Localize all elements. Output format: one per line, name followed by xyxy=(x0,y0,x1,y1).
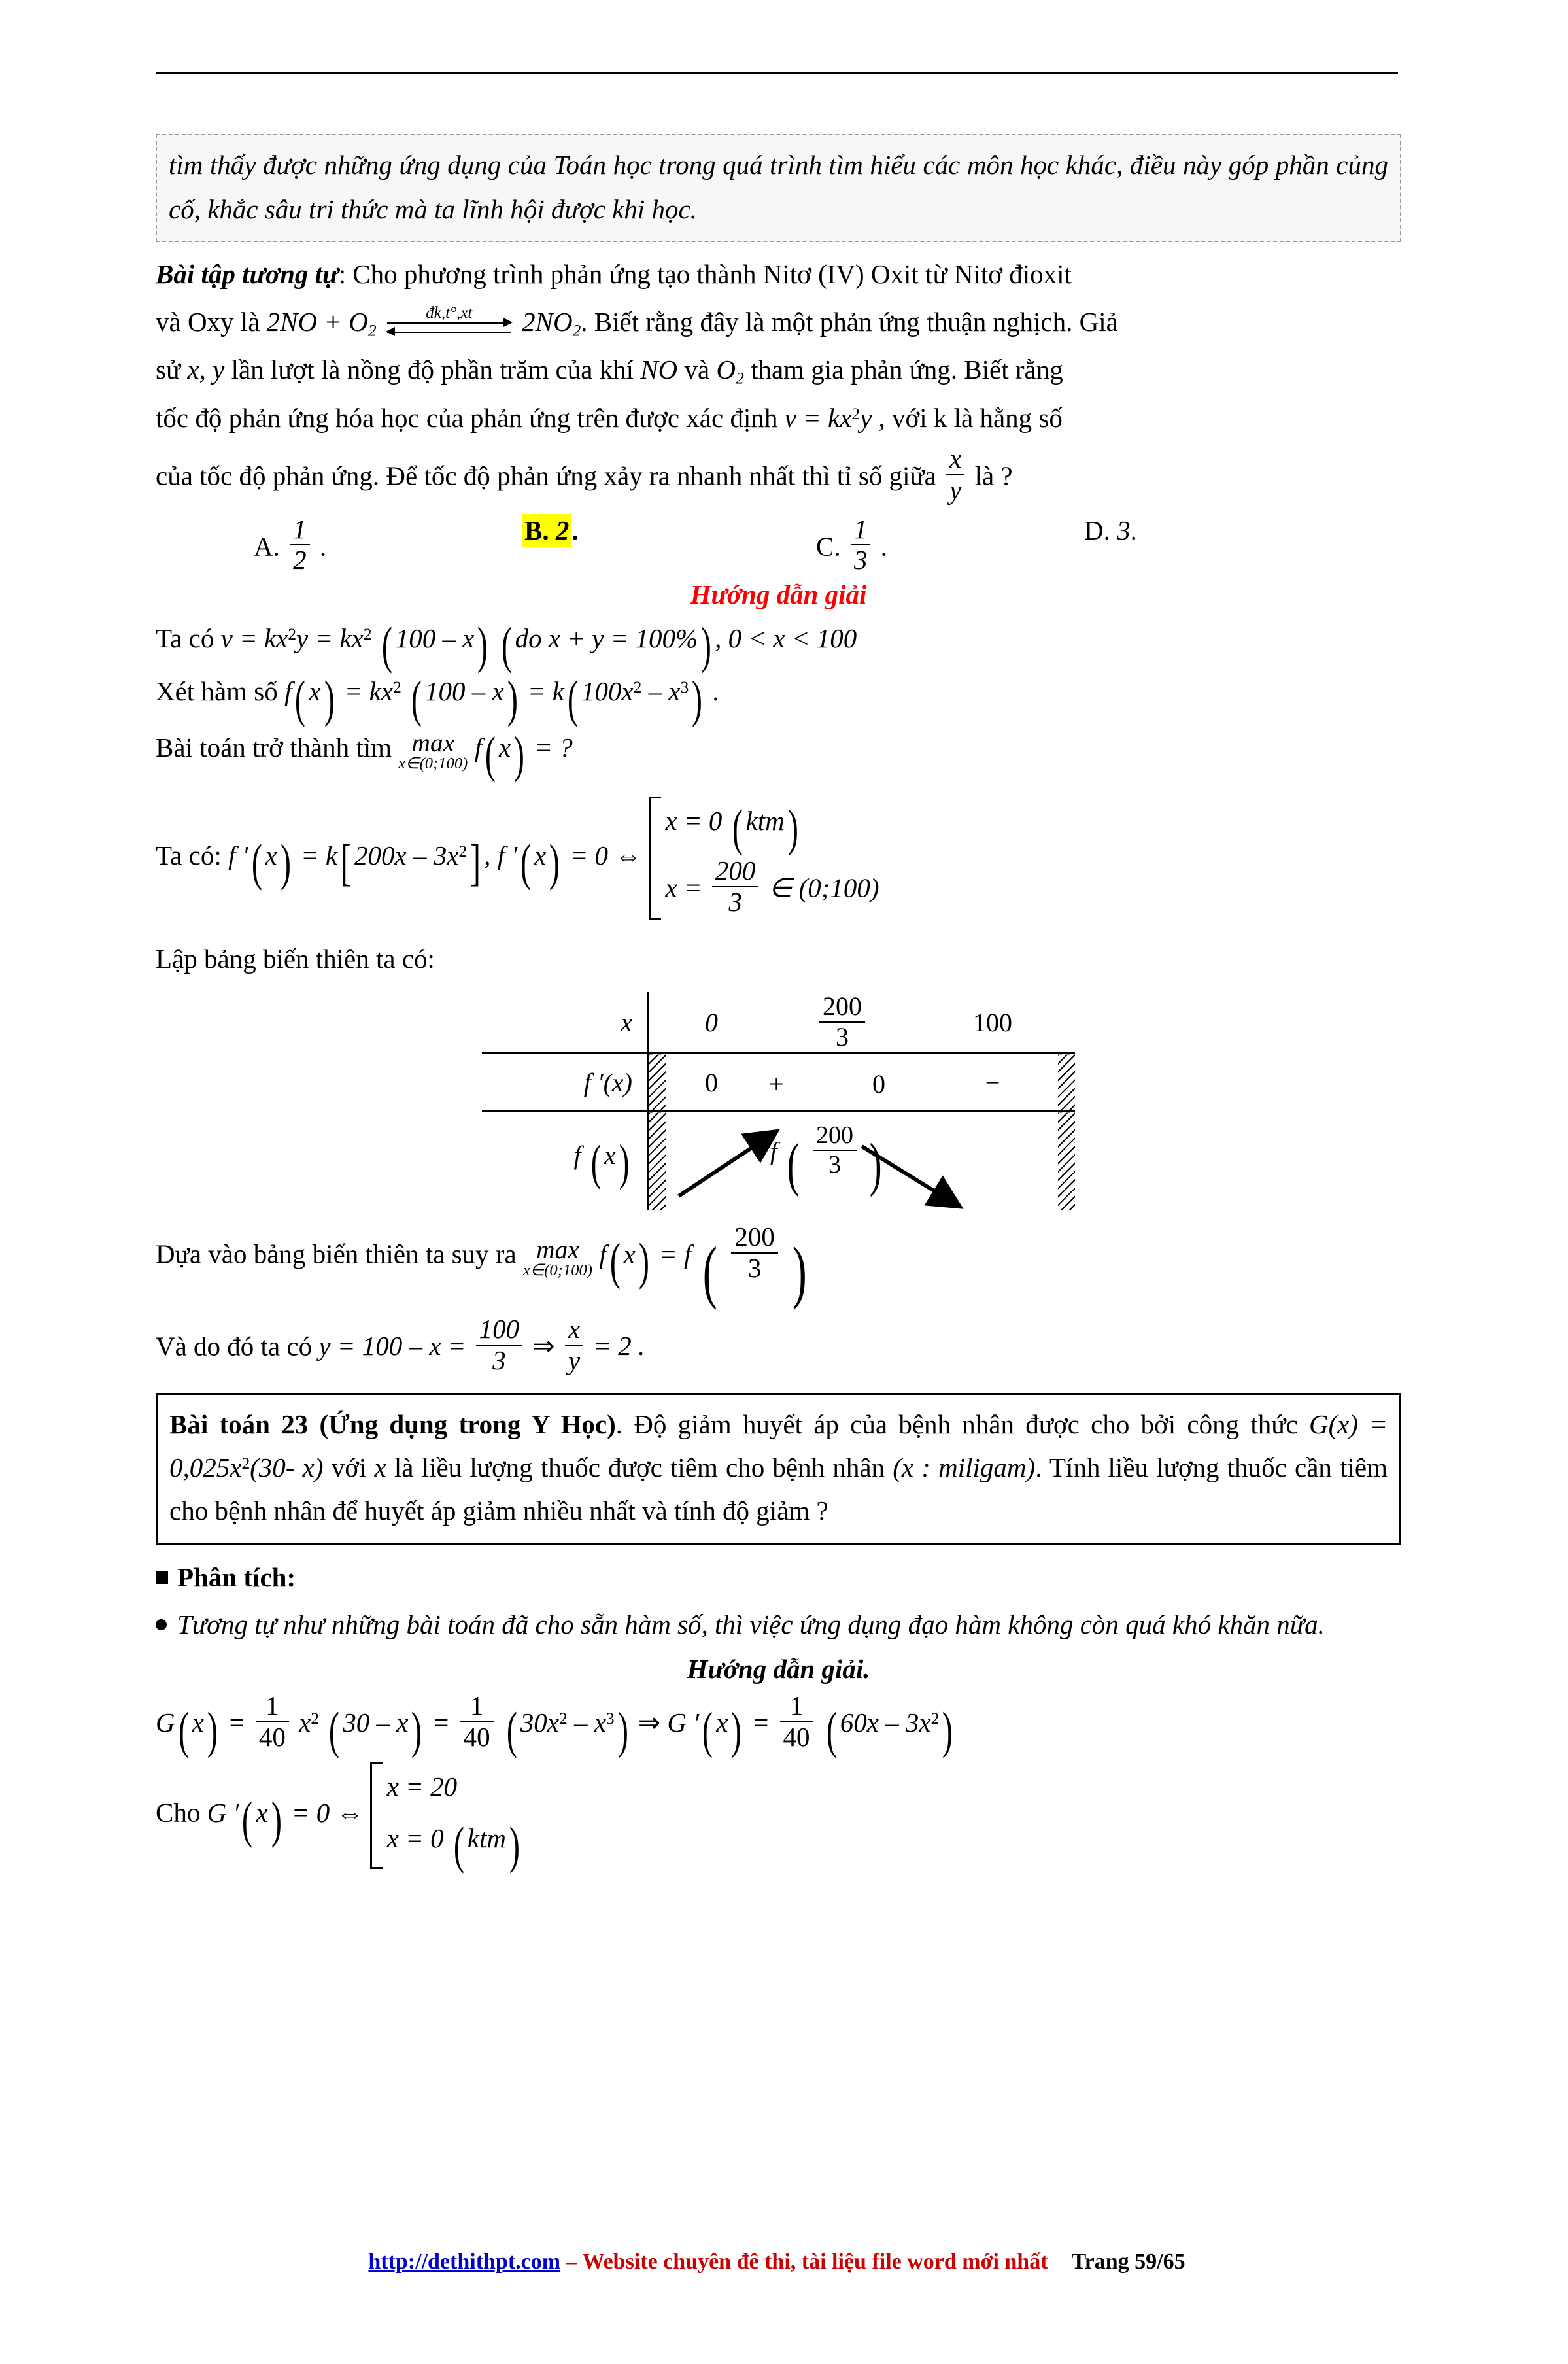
table-row-x xyxy=(482,992,1075,1053)
row-f-peak-value: f ( $\frac{200}{3}$ ) xyxy=(770,1122,883,1198)
row-fprime-label: f ′(x) xyxy=(482,1054,648,1112)
exercise-line1-text: : Cho phương trình phản ứng tạo thành Nitơ (IV) Oxit từ Nitơ đioxit xyxy=(338,259,1072,290)
footer-text: Website chuyên đê thi, tài liệu file word mới nhất xyxy=(582,2250,1048,2274)
exercise-line2-post: . Biết rằng đây là một phản ứng thuận nghịch. Giả xyxy=(581,306,1118,337)
exercise-line3-mid: lần lượt là nồng độ phần trăm của khí xyxy=(231,354,634,385)
exercise-line-1 xyxy=(156,252,1401,296)
case-2: x = $\frac{200}{3}$ ∈ (0;100) xyxy=(665,855,879,917)
problem-23-title: Bài toán 23 (Ứng dụng trong Y Học) xyxy=(169,1409,616,1439)
solution2-cases xyxy=(370,1761,523,1874)
choice-d-value: 3 xyxy=(1117,515,1131,545)
solution-heading-2: Hướng dẫn giải. xyxy=(687,1653,870,1684)
equation-left: $2NO + O_2$ xyxy=(266,306,377,340)
variation-table-wrapper xyxy=(156,992,1401,1210)
problem-23-body-2-post: là liều lượng thuốc được tiêm cho bệnh nhân xyxy=(394,1452,885,1483)
row-x-fraction: $\frac{200}{3}$ xyxy=(819,992,865,1052)
hatch-right-1 xyxy=(1058,1054,1075,1112)
choice-c-key: C. xyxy=(816,531,841,562)
row-fprime-v0: 0 xyxy=(666,1054,757,1112)
solution2-frac-3: $\frac{1}{40}$ xyxy=(780,1691,813,1753)
choice-d-suffix: . xyxy=(1130,515,1137,545)
problem-23-formula: $G(x) = 0,025x^2(30-$ x) xyxy=(169,1409,1388,1483)
hatch-left-2 xyxy=(648,1112,666,1211)
round-bullet-icon xyxy=(156,1619,167,1630)
table-row-fprime xyxy=(482,1054,1075,1112)
analysis-bullet xyxy=(156,1603,1401,1646)
choice-b[interactable] xyxy=(522,515,579,546)
choice-a-suffix: . xyxy=(319,531,327,562)
exercise-line-5 xyxy=(156,444,1401,505)
footer-page-number: Trang 59/65 xyxy=(1071,2250,1185,2274)
solution1-line4: Ta có: f ′( x) = k[ $200x - 3x^2$] , f ′( x) = 0 ⇔ x = 0 ( ktm) x = $\frac{200}{3}$ ∈ (0;100) xyxy=(156,795,1401,921)
case-1: x = 0 ( ktm) xyxy=(665,799,798,856)
choice-b-key: B. xyxy=(524,515,549,545)
solution1-eq1: $v = kx^2y = kx^2$ ( 100 – x) ( do x + y = 100%) , 0 < x < 100 xyxy=(220,617,857,674)
row-f-graph-cell xyxy=(666,1112,1058,1211)
exercise-line3-post: tham gia phản ứng. Biết rằng xyxy=(751,354,1063,385)
solution2-eq1: G( x) = $\frac{1}{40}$ $x^2$ ( 30 – x) = $\frac{1}{40}$ ( $30x^2 - x^3$) ⇒ G ′( x) = $\frac{1}{40}$ ( $60x - 3x^2$) xyxy=(156,1690,953,1758)
solution2-case-2: x = 0 ( ktm) xyxy=(386,1817,520,1874)
exercise-line5-pre: của tốc độ phản ứng. Để tốc độ phản ứng xảy ra nhanh nhất thì tỉ số giữa xyxy=(156,460,936,491)
row-x-value-1 xyxy=(757,992,927,1053)
hatch-left-1 xyxy=(648,1054,666,1112)
exercise-line-4 xyxy=(156,396,1401,439)
solution1-final: y = 100 – x = $\frac{100}{3}$ ⇒ $\frac{x}{y}$ = 2 . xyxy=(318,1313,645,1375)
problem-23-body-4: nhất và tính độ giảm ? xyxy=(589,1496,828,1526)
exercise-line3-and: và xyxy=(684,354,710,385)
choice-c-value: $\frac{1}{3}$ xyxy=(851,515,871,576)
choice-d-key: D. xyxy=(1084,515,1110,545)
variation-arrows xyxy=(666,1112,1006,1210)
gas-no: NO xyxy=(640,354,678,385)
problem-23-body-2-pre: công thức xyxy=(1187,1409,1298,1439)
exercise-line-2 xyxy=(156,300,1401,345)
problem-23-body-2-mid: với xyxy=(331,1452,367,1483)
variation-table xyxy=(482,992,1075,1210)
header-rule xyxy=(156,72,1398,74)
answer-choices xyxy=(156,515,1401,575)
row-f-label xyxy=(482,1112,648,1211)
choice-c-suffix: . xyxy=(880,531,887,562)
row-fprime-v3: − xyxy=(927,1054,1058,1112)
solution2-eq2: G ′( x) = 0 ⇔ xyxy=(207,1792,364,1849)
problem-23-body-3: . Tính liều lượng thuốc cần tiêm cho bệnh nhân để huyết áp giảm nhiều xyxy=(169,1452,1388,1526)
problem-23-var-x: x xyxy=(374,1452,386,1483)
problem-23-body-1: . Độ giảm huyết áp của bệnh nhân được cho bởi xyxy=(615,1409,1176,1439)
solution1-derivative: f ′( x) = k[ $200x - 3x^2$] , f ′( x) = 0 ⇔ xyxy=(228,834,649,891)
problem-23-box xyxy=(156,1393,1401,1545)
max-operator-2: max x∈(0;100) xyxy=(522,1235,592,1280)
footer-dash: – xyxy=(560,2250,583,2274)
solution2-frac-1: $\frac{1}{40}$ xyxy=(256,1691,289,1753)
solution2-line2: Cho G ′( x) = 0 ⇔ x = 20 x = 0 ( ktm) xyxy=(156,1761,1401,1870)
choice-b-value: 2 xyxy=(555,515,570,545)
choice-b-suffix: . xyxy=(571,515,579,545)
table-row-f xyxy=(482,1112,1075,1211)
solution1-line5: Lập bảng biến thiên ta có: xyxy=(156,944,435,974)
solution2-case-1: x = 20 xyxy=(386,1772,458,1802)
choice-d[interactable] xyxy=(1084,515,1137,546)
analysis-heading-text: Phân tích: xyxy=(177,1562,296,1592)
row-f-peak-fraction: $\frac{200}{3}$ xyxy=(813,1122,857,1178)
ratio-fraction: $\frac{x}{y}$ xyxy=(946,444,964,505)
intro-callout-box xyxy=(156,134,1401,242)
equilibrium-arrow-icon xyxy=(387,304,511,342)
exercise-line4-pre: tốc độ phản ứng hóa học của phản ứng trên được xác định xyxy=(156,403,778,434)
page-content xyxy=(156,134,1401,1874)
solution1-line7: Và do đó ta có y = 100 – x = $\frac{100}{3}$ ⇒ $\frac{x}{y}$ = 2 . xyxy=(156,1313,645,1375)
problem-23-unit: (x : miligam) xyxy=(893,1452,1036,1483)
solution2-line1 xyxy=(156,1690,1401,1758)
exercise-line4-post: , với k là hằng số xyxy=(878,403,1063,434)
analysis-bullet-text: Tương tự như những bài toán đã cho sẵn hàm số, thì việc ứng dụng đạo hàm không còn quá khó khăn nữa. xyxy=(177,1609,1325,1640)
solution1-final-frac1: $\frac{100}{3}$ xyxy=(476,1314,523,1376)
choice-a[interactable] xyxy=(254,515,326,576)
solution1-eq2: f( $x) = kx^2$ ( 100 – x) = k( $100x^2 - x^3$) xyxy=(284,670,703,727)
choice-a-key: A. xyxy=(254,531,280,562)
solution1-max-fraction: $\frac{200}{3}$ xyxy=(731,1222,778,1284)
exercise-line5-post: là ? xyxy=(974,460,1013,491)
solution1-max-result: f( x) = f ( $\frac{200}{3}$ ) xyxy=(599,1222,807,1310)
solution1-final-frac2: $\frac{x}{y}$ xyxy=(565,1314,583,1376)
equation-right: $2NO_2$ xyxy=(522,306,581,340)
footer-link[interactable]: http://dethithpt.com xyxy=(368,2250,561,2274)
case-2-fraction: $\frac{200}{3}$ xyxy=(712,856,759,917)
solution1-line6: Dựa vào bảng biến thiên ta suy ra max x∈(0;100) f( x) = f ( $\frac{200}{3}$ ) xyxy=(156,1222,1401,1300)
square-bullet-icon xyxy=(156,1571,168,1584)
exercise-line3-pre: sử xyxy=(156,354,181,385)
solution1-line1: Ta có $v = kx^2y = kx^2$ ( 100 – x) ( do x + y = 100%) , 0 < x < 100 xyxy=(156,617,857,674)
row-f-label-text: f ( x) xyxy=(573,1135,630,1190)
rate-equation: $v = kx^2y$ xyxy=(784,403,872,434)
exercise-line-3 xyxy=(156,348,1401,392)
arrow-condition-label: đk,t°,xt xyxy=(426,304,473,322)
row-fprime-signs: + 0 xyxy=(757,1054,927,1112)
intro-text: tìm thấy được những ứng dụng của Toán học trong quá trình tìm hiểu các môn học khác, điều này góp phần củng cố, khắc sâu tri thức mà ta lĩnh hội được khi học. xyxy=(169,150,1388,224)
choice-c[interactable] xyxy=(816,515,887,576)
solution1-line2: Xét hàm số f( $x) = kx^2$ ( 100 – x) = k( $100x^2 - x^3$) . xyxy=(156,670,719,727)
row-x-value-2: 100 xyxy=(927,992,1058,1053)
choice-b-highlight xyxy=(522,514,571,547)
solution2-frac-2: $\frac{1}{40}$ xyxy=(460,1691,494,1753)
solution1-cases xyxy=(649,795,879,921)
max-operator: max x∈(0;100) xyxy=(398,728,468,773)
exercise-variables: x, y xyxy=(187,354,225,385)
solution1-line3: Bài toán trở thành tìm max x∈(0;100) f( x) = ? xyxy=(156,727,573,783)
row-x-label: x xyxy=(482,992,648,1053)
choice-a-value: $\frac{1}{2}$ xyxy=(290,515,310,576)
solution1-eq3: f( x) = ? xyxy=(474,727,573,783)
analysis-heading xyxy=(156,1556,1401,1599)
page-footer xyxy=(156,2250,1398,2274)
exercise-label: Bài tập tương tự xyxy=(156,259,339,290)
hatch-right-2 xyxy=(1058,1112,1075,1211)
exercise-line2-pre: và Oxy là xyxy=(156,306,260,337)
solution-heading-1: Hướng dẫn giải xyxy=(690,579,867,609)
row-x-value-0: 0 xyxy=(666,992,757,1053)
gas-o2: $O_2$ xyxy=(716,354,744,388)
